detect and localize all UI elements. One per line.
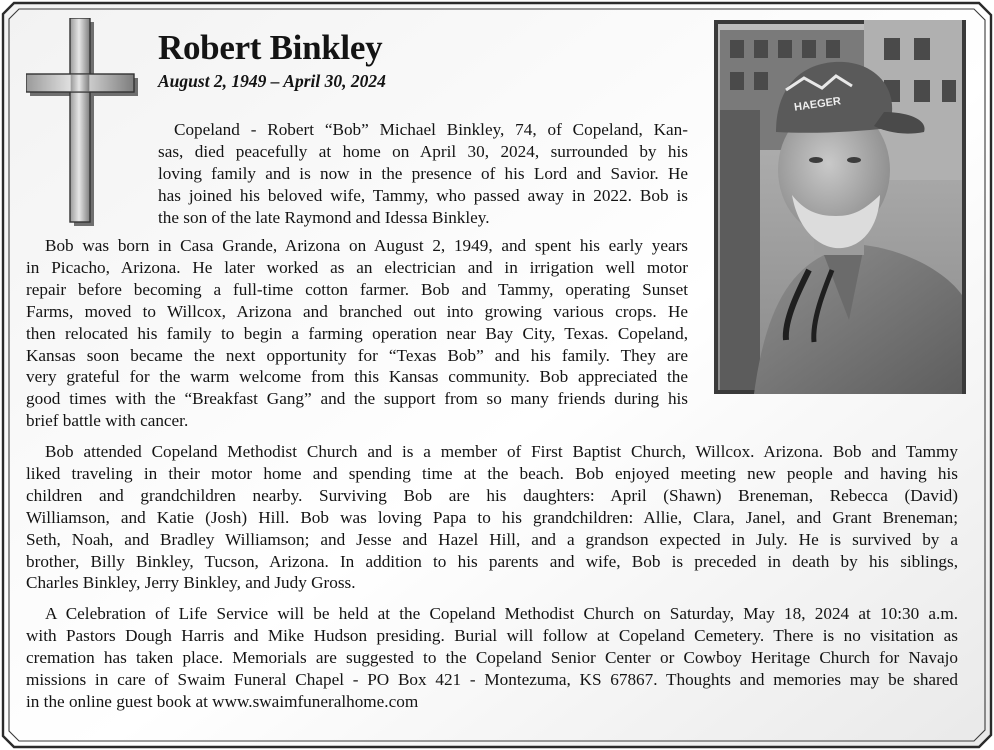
obituary-paragraph-1: Copeland - Robert “Bob” Michael Binkley, 74, of Copeland, Kan- sas, died peacefully at home on April 30, 2024, surrounded by his loving family and is now in the presence of his Lord and Savior. He has joined his beloved wife, Tammy, who passed away in 2022. Bob is the son of the late Raymond and Idessa Binkley. [158, 120, 688, 227]
obituary-paragraph-2: Bob was born in Casa Grande, Arizona on August 2, 1949, and spent his early years in Picacho, Arizona. He later worked as an electrician and in irrigation well motor repair before becoming a full-time cotton farmer. Bob and Tammy, operating Sunset Farms, moved to Willcox, Arizona and branched out into growing various crops. He then relocated his family to begin a farming operation near Bay City, Texas. Copeland, Kansas soon became the next opportunity for “Texas Bob” and his family. They are very grateful for the warm welcome from this Kansas community. Bob appreciated the good times with the “Breakfast Gang” and the support from so many friends during his brief battle with cancer. [26, 236, 688, 431]
cross-icon [26, 18, 138, 228]
obituary-paragraph-3: Bob attended Copeland Methodist Church and is a member of First Baptist Church, Willcox. Arizona. Bob and Tammy liked traveling in their motor home and spending time at the beach. Bob enjoyed meeting new people and having his children and grandchildren nearby. Surviving Bob are his daughters: April (Shawn) Breneman, Rebecca (David) Williamson, and Katie (Josh) Hill. Bob was loving Papa to his grandchildren: Allie, Clara, Janel, and Grant Breneman; Seth, Noah, and Bradley Williamson; and Jesse and Hazel Hill, and a grandson expected in July. He is survived by a brother, Billy Binkley, Tucson, Arizona. In addition to his parents and wife, Bob is preceded in death by his siblings, Charles Binkley, Jerry Binkley, and Judy Gross. [26, 442, 958, 593]
obituary-paragraph-4: A Celebration of Life Service will be held at the Copeland Methodist Church on Saturday, May 18, 2024 at 10:30 a.m. with Pastors Dough Harris and Mike Hudson presiding. Burial will follow at Copeland Cemetery. There is no visitation as cremation has taken place. Memorials are suggested to the Copeland Senior Center or Cowboy Heritage Church for Navajo missions in care of Swaim Funeral Chapel - PO Box 421 - Montezuma, KS 67867. Thoughts and memories may be shared in the online guest book at www.swaimfuneralhome.com [26, 604, 958, 711]
deceased-name: Robert Binkley [158, 28, 383, 67]
life-dates: August 2, 1949 – April 30, 2024 [158, 71, 386, 91]
portrait-photo-icon [714, 20, 966, 394]
cap-logo-text: HAEGER [793, 95, 842, 114]
